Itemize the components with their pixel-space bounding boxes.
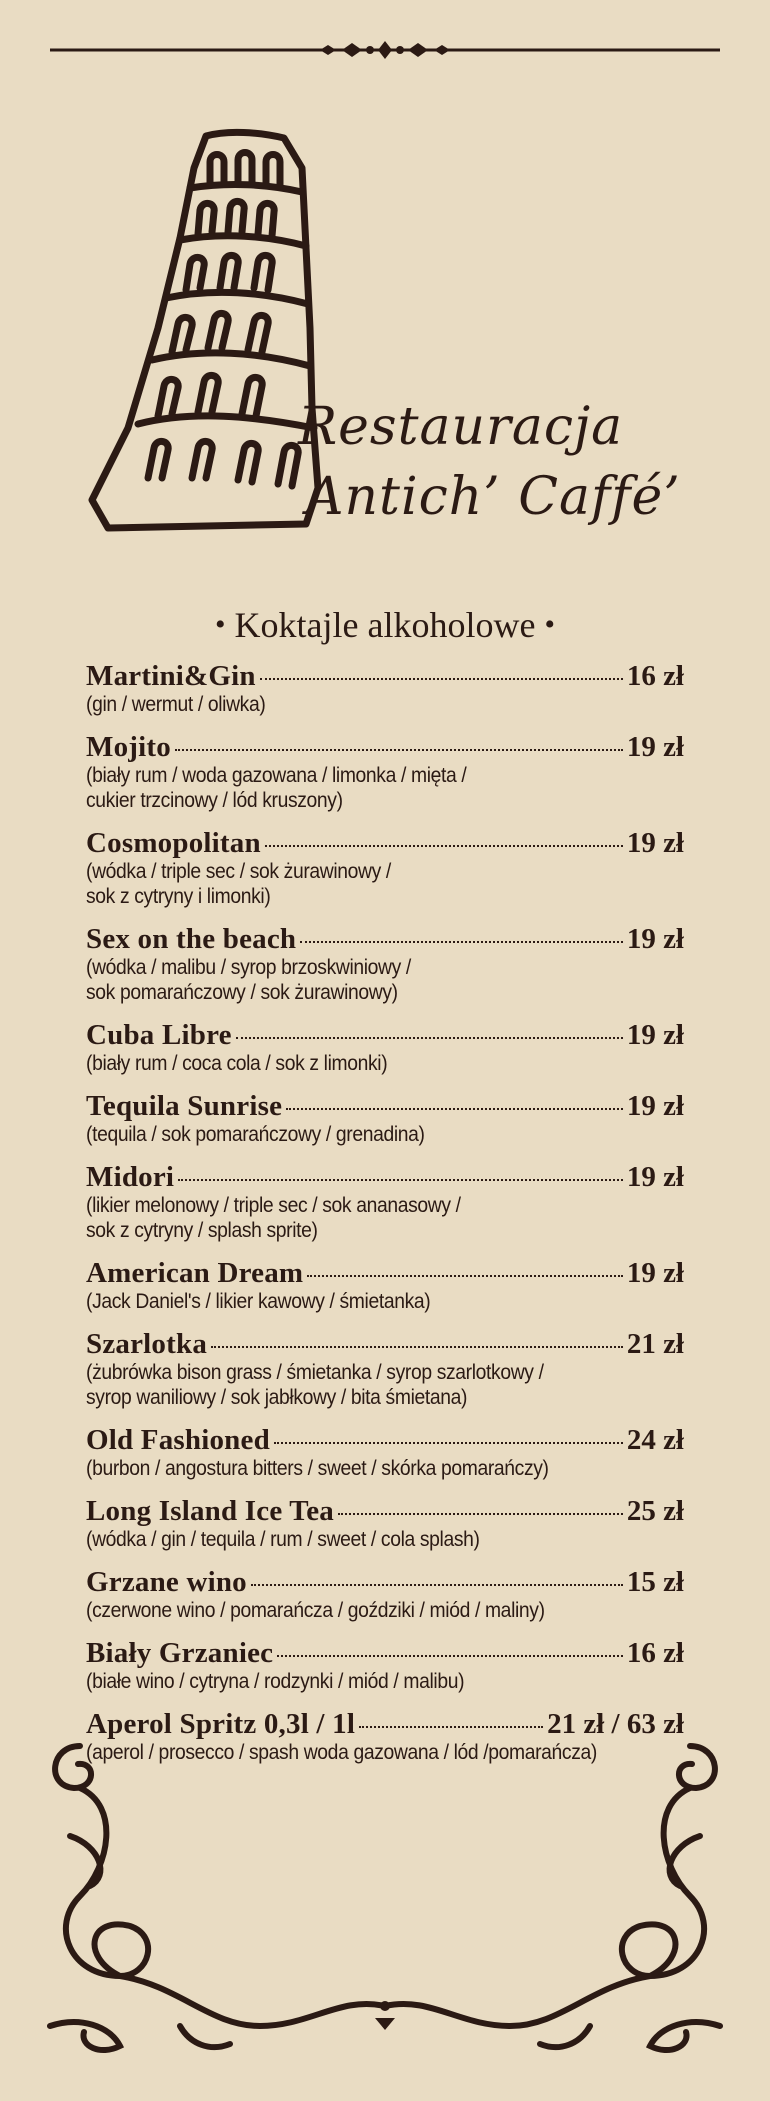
item-description: sok z cytryny / splash sprite) [86, 1219, 318, 1242]
dot-leader [338, 1513, 623, 1515]
menu-item-row [86, 827, 684, 859]
item-name: Midori [86, 1161, 175, 1193]
menu-item [86, 1495, 684, 1552]
item-description: (tequila / sok pomarańczowy / grenadina) [86, 1123, 425, 1146]
bullet-icon: • [544, 608, 555, 641]
dot-leader [236, 1037, 623, 1039]
item-description: sok pomarańczowy / sok żurawinowy) [86, 981, 398, 1004]
item-description: (aperol / prosecco / spash woda gazowana / lód /pomarańcza) [86, 1741, 597, 1764]
item-description: (białe wino / cytryna / rodzynki / miód / malibu) [86, 1670, 465, 1693]
menu-item [86, 1257, 684, 1314]
dot-leader [251, 1584, 623, 1586]
item-description: syrop waniliowy / sok jabłkowy / bita śmietana) [86, 1386, 468, 1409]
dot-leader [178, 1179, 623, 1181]
item-price: 25 zł [626, 1495, 684, 1527]
item-price: 16 zł [626, 1637, 684, 1669]
dot-leader [265, 845, 623, 847]
dot-leader [307, 1275, 623, 1277]
menu-item-row [86, 1161, 684, 1193]
section-title [0, 604, 770, 646]
item-name: Mojito [86, 731, 171, 763]
brand-line-2: Antich’ Caffé’ [306, 467, 681, 527]
menu-item [86, 1424, 684, 1481]
item-price: 19 zł [626, 1257, 684, 1289]
menu-item-row [86, 923, 684, 955]
item-price: 19 zł [626, 1019, 684, 1051]
dot-leader [286, 1108, 623, 1110]
item-description: (wódka / gin / tequila / rum / sweet / cola splash) [86, 1528, 480, 1551]
menu-item-row [86, 660, 684, 692]
item-description: sok z cytryny i limonki) [86, 885, 271, 908]
item-name: Long Island Ice Tea [86, 1495, 334, 1527]
cocktail-menu-list [86, 660, 684, 1765]
item-description: (czerwone wino / pomarańcza / goździki / miód / maliny) [86, 1599, 545, 1622]
menu-item-row [86, 1328, 684, 1360]
item-name: Grzane wino [86, 1566, 247, 1598]
item-name: Tequila Sunrise [86, 1090, 283, 1122]
item-name: Biały Grzaniec [86, 1637, 274, 1669]
section-title-text: Koktajle alkoholowe [234, 605, 536, 645]
item-price: 15 zł [626, 1566, 684, 1598]
item-description: (burbon / angostura bitters / sweet / skórka pomarańczy) [86, 1457, 549, 1480]
dot-leader [211, 1346, 623, 1348]
item-name: Szarlotka [86, 1328, 208, 1360]
item-name: Cosmopolitan [86, 827, 261, 859]
item-name: American Dream [86, 1257, 304, 1289]
menu-item [86, 731, 684, 813]
dot-leader [260, 678, 623, 680]
item-description: (biały rum / woda gazowana / limonka / mięta / [86, 764, 467, 787]
item-price: 24 zł [626, 1424, 684, 1456]
dot-leader [277, 1655, 623, 1657]
leaning-tower-icon [88, 128, 328, 538]
item-name: Cuba Libre [86, 1019, 232, 1051]
item-price: 19 zł [626, 827, 684, 859]
menu-item-row [86, 1019, 684, 1051]
menu-item-row [86, 1566, 684, 1598]
menu-item [86, 1566, 684, 1623]
menu-item-row [86, 1495, 684, 1527]
brand-line-1: Restauracja [298, 397, 624, 457]
item-name: Sex on the beach [86, 923, 297, 955]
item-price: 19 zł [626, 1090, 684, 1122]
item-description: (żubrówka bison grass / śmietanka / syrop szarlotkowy / [86, 1361, 544, 1384]
item-price: 19 zł [626, 1161, 684, 1193]
item-name: Aperol Spritz 0,3l / 1l [86, 1708, 356, 1740]
menu-item-row [86, 1424, 684, 1456]
menu-item [86, 923, 684, 1005]
item-name: Old Fashioned [86, 1424, 270, 1456]
dot-leader [175, 749, 623, 751]
menu-item [86, 827, 684, 909]
item-price: 21 zł / 63 zł [547, 1708, 684, 1740]
item-description: (likier melonowy / triple sec / sok ananasowy / [86, 1194, 461, 1217]
item-description: (gin / wermut / oliwka) [86, 693, 266, 716]
item-price: 16 zł [626, 660, 684, 692]
item-description: (Jack Daniel's / likier kawowy / śmietanka) [86, 1290, 431, 1313]
menu-item-row [86, 731, 684, 763]
scroll-ornament [40, 1726, 730, 2066]
bullet-icon: • [215, 608, 226, 641]
menu-item [86, 1090, 684, 1147]
menu-item [86, 1637, 684, 1694]
dot-leader [274, 1442, 623, 1444]
dot-leader [300, 941, 623, 943]
menu-item [86, 1328, 684, 1410]
menu-item [86, 1161, 684, 1243]
top-divider-ornament [50, 36, 720, 64]
item-name: Martini&Gin [86, 660, 256, 692]
item-description: (wódka / malibu / syrop brzoskwiniowy / [86, 956, 411, 979]
item-price: 19 zł [626, 731, 684, 763]
menu-item [86, 1019, 684, 1076]
menu-item-row [86, 1637, 684, 1669]
menu-item [86, 660, 684, 717]
restaurant-brand [298, 392, 718, 532]
menu-item-row [86, 1257, 684, 1289]
item-description: (biały rum / coca cola / sok z limonki) [86, 1052, 388, 1075]
item-description: cukier trzcinowy / lód kruszony) [86, 789, 343, 812]
item-price: 21 zł [626, 1328, 684, 1360]
menu-item-row [86, 1090, 684, 1122]
item-description: (wódka / triple sec / sok żurawinowy / [86, 860, 391, 883]
item-price: 19 zł [626, 923, 684, 955]
